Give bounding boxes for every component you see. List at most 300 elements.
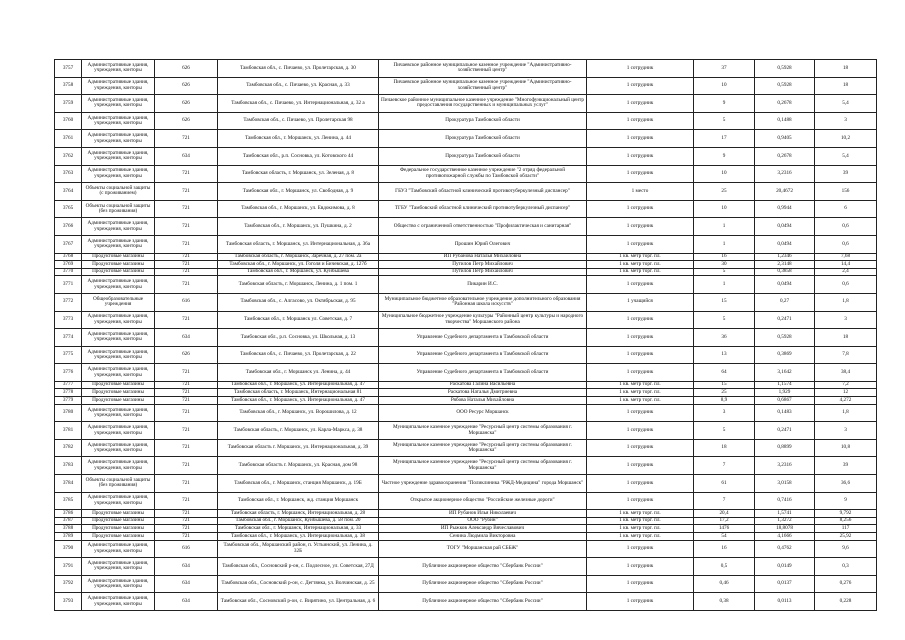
cell-row-number: 3758 xyxy=(55,77,82,95)
cell-class-code: 721 xyxy=(155,439,218,457)
cell-norm-value: 0,5928 xyxy=(755,329,815,347)
cell-volume: 6 xyxy=(815,200,877,218)
cell-norm-value: 3,2316 xyxy=(755,457,815,475)
cell-row-number: 3781 xyxy=(55,422,82,440)
table-row xyxy=(55,404,877,422)
cell-quantity: 1476 xyxy=(694,525,755,533)
cell-norm-value: 0,4762 xyxy=(755,540,815,558)
cell-unit: 1 сотрудник xyxy=(587,147,694,165)
cell-organization: Управление Судебного департамента в Тамбовской области xyxy=(379,364,587,382)
table-row xyxy=(55,293,877,311)
cell-norm-value: 3,2316 xyxy=(755,165,815,183)
cell-row-number: 3767 xyxy=(55,235,82,253)
cell-address: Тамбовская обл., Сосновский р-он, с. Подлесное, ул. Советская, 27Д xyxy=(218,558,379,576)
cell-norm-value: 0,3858 xyxy=(755,268,815,276)
cell-class-code: 721 xyxy=(155,517,218,525)
cell-organization: Публичное акционерное общество "Сбербанк России" xyxy=(379,558,587,576)
cell-unit: 1 место xyxy=(587,183,694,201)
cell-organization: Пичаевское районное муниципальное казенное учреждение "Административно-хозяйственный центр" xyxy=(379,60,587,78)
cell-address: Тамбовская обл., г. Моршанск, ул. Ленина, д. 44 xyxy=(218,130,379,148)
cell-norm-value: 0,0494 xyxy=(755,276,815,294)
cell-quantity: 1 xyxy=(694,235,755,253)
cell-unit: 1 сотрудник xyxy=(587,457,694,475)
cell-unit: 1 сотрудник xyxy=(587,311,694,329)
cell-volume: 39 xyxy=(815,165,877,183)
cell-norm-value: 0,1483 xyxy=(755,404,815,422)
cell-organization: Муниципальное казенное учреждение "Ресурсный центр системы образования г. Моршанска" xyxy=(379,439,587,457)
cell-address: Тамбовская обл., с. Пичаево, ул. Пролетарская 98 xyxy=(218,112,379,130)
cell-quantity: 61 xyxy=(694,475,755,493)
cell-object-type: Административные здания, учреждения, конторы xyxy=(82,404,155,422)
cell-class-code: 721 xyxy=(155,475,218,493)
table-row xyxy=(55,276,877,294)
cell-address: Тамбовская обл., г. Моршанск, Интернациональная, д. 33 xyxy=(218,525,379,533)
cell-object-type: Административные здания, учреждения, конторы xyxy=(82,492,155,510)
cell-norm-value: 1,1574 xyxy=(755,381,815,389)
cell-volume: 3 xyxy=(815,311,877,329)
cell-class-code: 721 xyxy=(155,218,218,236)
cell-address: Тамбовская область, г. Моршанск, ул. Интернациональная, д. 36а xyxy=(218,235,379,253)
cell-address: Тамбовская обл., р.п. Сосновка, ул. Котовского 44 xyxy=(218,147,379,165)
cell-unit: 1 сотрудник xyxy=(587,130,694,148)
cell-unit: 1 сотрудник xyxy=(587,60,694,78)
cell-quantity: 25 xyxy=(694,183,755,201)
cell-unit: 1 сотрудник xyxy=(587,593,694,611)
cell-address: Тамбовская обл., г. Моршанск, ул. Свободная, д. 9 xyxy=(218,183,379,201)
cell-object-type: Объекты социальной защиты (с проживанием) xyxy=(82,183,155,201)
cell-address: Тамбовская обл., г. Моршанск, ул. Гоголя и Бичевская, д. 127б xyxy=(218,261,379,269)
cell-class-code: 721 xyxy=(155,268,218,276)
table-row xyxy=(55,77,877,95)
cell-address: Тамбовская область, г. Моршанск, ул. Зеленая, д. 8 xyxy=(218,165,379,183)
table-row xyxy=(55,346,877,364)
cell-object-type: Административные здания, учреждения, конторы xyxy=(82,346,155,364)
table-row xyxy=(55,183,877,201)
cell-norm-value: 3,1642 xyxy=(755,364,815,382)
cell-organization: ТГБУ "Тамбовский областной клинический противотуберкулезный диспансер" xyxy=(379,200,587,218)
cell-address: Тамбовская обл., Сосновский р-он, с. Дегтянка, ул. Волчинская, д. 25 xyxy=(218,575,379,593)
cell-volume: 3 xyxy=(815,422,877,440)
cell-class-code: 634 xyxy=(155,329,218,347)
cell-volume: 25,92 xyxy=(815,533,877,541)
cell-quantity: 18 xyxy=(694,439,755,457)
cell-unit: 1 сотрудник xyxy=(587,112,694,130)
cell-object-type: Административные здания, учреждения, конторы xyxy=(82,311,155,329)
cell-object-type: Продуктовые магазины xyxy=(82,510,155,518)
cell-volume: 2,4 xyxy=(815,268,877,276)
cell-class-code: 721 xyxy=(155,200,218,218)
table-row xyxy=(55,525,877,533)
cell-object-type: Административные здания, учреждения, конторы xyxy=(82,130,155,148)
cell-class-code: 634 xyxy=(155,558,218,576)
cell-quantity: 8,9 xyxy=(694,397,755,405)
table-row xyxy=(55,311,877,329)
cell-class-code: 721 xyxy=(155,510,218,518)
cell-class-code: 626 xyxy=(155,95,218,113)
cell-quantity: 5 xyxy=(694,112,755,130)
cell-unit: 1 кв. метр торг. пл. xyxy=(587,381,694,389)
cell-unit: 1 сотрудник xyxy=(587,218,694,236)
table-row xyxy=(55,575,877,593)
cell-organization: Прокуратура Тамбовской области xyxy=(379,147,587,165)
cell-volume: 14,4 xyxy=(815,261,877,269)
cell-object-type: Административные здания, учреждения, конторы xyxy=(82,112,155,130)
cell-row-number: 3763 xyxy=(55,165,82,183)
cell-norm-value: 1,5741 xyxy=(755,510,815,518)
cell-address: Тамбовская область, г. Моршанск, Интернациональная 81 xyxy=(218,389,379,397)
cell-row-number: 3782 xyxy=(55,439,82,457)
cell-organization: Рябова Наталья Михайловна xyxy=(379,397,587,405)
cell-row-number: 3770 xyxy=(55,268,82,276)
cell-object-type: Административные здания, учреждения, конторы xyxy=(82,235,155,253)
cell-address: Тамбовская обл., р.п. Сосновка, ул. Школьная, д. 13 xyxy=(218,329,379,347)
cell-norm-value: 0,9405 xyxy=(755,130,815,148)
cell-address: Тамбовская область, г. Моршанск, ул. Карла-Маркса, д. 38 xyxy=(218,422,379,440)
cell-quantity: 20,4 xyxy=(694,510,755,518)
cell-norm-value: 0,27 xyxy=(755,293,815,311)
cell-quantity: 13 xyxy=(694,346,755,364)
cell-object-type: Административные здания, учреждения, конторы xyxy=(82,593,155,611)
cell-unit: 1 сотрудник xyxy=(587,95,694,113)
cell-volume: 7,2 xyxy=(815,381,877,389)
cell-organization: Управление Судебного департамента в Тамбовской области xyxy=(379,346,587,364)
cell-row-number: 3775 xyxy=(55,346,82,364)
cell-address: Тамбовская обл., г. Моршанск, жд. станция Моршанск xyxy=(218,492,379,510)
cell-norm-value: 20,4672 xyxy=(755,183,815,201)
cell-address: Тамбовская область, г. Моршанск, Интернациональная, д. 28 xyxy=(218,510,379,518)
cell-quantity: 1 xyxy=(694,218,755,236)
cell-quantity: 16 xyxy=(694,540,755,558)
cell-unit: 1 сотрудник xyxy=(587,364,694,382)
cell-row-number: 3793 xyxy=(55,593,82,611)
cell-class-code: 721 xyxy=(155,422,218,440)
cell-class-code: 721 xyxy=(155,381,218,389)
cell-quantity: 1 xyxy=(694,276,755,294)
cell-object-type: Административные здания, учреждения, конторы xyxy=(82,439,155,457)
cell-quantity: 16 xyxy=(694,253,755,261)
cell-volume: 10,8 xyxy=(815,439,877,457)
cell-row-number: 3779 xyxy=(55,397,82,405)
cell-unit: 1 сотрудник xyxy=(587,439,694,457)
cell-class-code: 616 xyxy=(155,293,218,311)
table-row xyxy=(55,253,877,261)
cell-row-number: 3768 xyxy=(55,253,82,261)
cell-norm-value: 0,0149 xyxy=(755,558,815,576)
cell-class-code: 616 xyxy=(155,540,218,558)
cell-organization: ТОГУ "Моршанская рай СББЖ" xyxy=(379,540,587,558)
cell-quantity: 7 xyxy=(694,492,755,510)
cell-address: Тамбовская обл., г. Моршанск, Куйбышева, д. 58 пом. 20 xyxy=(218,517,379,525)
cell-class-code: 721 xyxy=(155,525,218,533)
cell-row-number: 3769 xyxy=(55,261,82,269)
cell-class-code: 721 xyxy=(155,311,218,329)
cell-volume: 9 xyxy=(815,492,877,510)
table-row xyxy=(55,475,877,493)
cell-unit: 1 сотрудник xyxy=(587,575,694,593)
cell-volume: 0,6 xyxy=(815,218,877,236)
cell-norm-value: 0,0494 xyxy=(755,218,815,236)
cell-unit: 1 сотрудник xyxy=(587,404,694,422)
cell-norm-value: 1,929 xyxy=(755,389,815,397)
table-row xyxy=(55,593,877,611)
cell-volume: 36,6 xyxy=(815,475,877,493)
cell-organization: Прокуратура Тамбовской области xyxy=(379,112,587,130)
cell-organization: Пичаевское районное муниципальное казенное учреждение "Многофункциональный центр предоставления государственных и муниципальных услуг" xyxy=(379,95,587,113)
cell-object-type: Продуктовые магазины xyxy=(82,517,155,525)
cell-address: Тамбовская область, г. Моршанск, Заречная, д. 27 пом. 2а xyxy=(218,253,379,261)
cell-quantity: 64 xyxy=(694,364,755,382)
cell-address: Тамбовская обл., г. Моршанск, ул. Евдокимова, д. 8 xyxy=(218,200,379,218)
cell-class-code: 626 xyxy=(155,112,218,130)
cell-object-type: Административные здания, учреждения, конторы xyxy=(82,60,155,78)
cell-unit: 1 кв. метр торг. пл. xyxy=(587,510,694,518)
cell-unit: 1 сотрудник xyxy=(587,77,694,95)
cell-unit: 1 кв. метр торг. пл. xyxy=(587,533,694,541)
table-row xyxy=(55,381,877,389)
cell-row-number: 3762 xyxy=(55,147,82,165)
cell-volume: 117 xyxy=(815,525,877,533)
table-row xyxy=(55,235,877,253)
table-row xyxy=(55,95,877,113)
table-row xyxy=(55,147,877,165)
cell-object-type: Административные здания, учреждения, конторы xyxy=(82,457,155,475)
cell-address: Тамбовская обл., г. Моршанск ул. Ленина, д. 44 xyxy=(218,364,379,382)
cell-volume: 9,792 xyxy=(815,510,877,518)
table-row xyxy=(55,268,877,276)
cell-quantity: 37 xyxy=(694,60,755,78)
cell-row-number: 3783 xyxy=(55,457,82,475)
cell-row-number: 3771 xyxy=(55,276,82,294)
cell-norm-value: 0,1488 xyxy=(755,112,815,130)
cell-object-type: Продуктовые магазины xyxy=(82,253,155,261)
cell-norm-value: 2,3148 xyxy=(755,261,815,269)
table-row xyxy=(55,397,877,405)
cell-object-type: Продуктовые магазины xyxy=(82,268,155,276)
cell-class-code: 721 xyxy=(155,533,218,541)
table-row xyxy=(55,457,877,475)
cell-volume: 5,4 xyxy=(815,147,877,165)
cell-norm-value: 0,0494 xyxy=(755,235,815,253)
cell-class-code: 721 xyxy=(155,276,218,294)
cell-unit: 1 сотрудник xyxy=(587,235,694,253)
cell-quantity: 5 xyxy=(694,422,755,440)
cell-unit: 1 сотрудник xyxy=(587,200,694,218)
cell-object-type: Административные здания, учреждения, конторы xyxy=(82,329,155,347)
cell-volume: 1,8 xyxy=(815,293,877,311)
cell-norm-value: 0,6867 xyxy=(755,397,815,405)
cell-row-number: 3759 xyxy=(55,95,82,113)
cell-object-type: Административные здания, учреждения, конторы xyxy=(82,364,155,382)
cell-quantity: 7 xyxy=(694,457,755,475)
cell-address: Тамбовская обл., г. Моршанск ул. Советская, д. 7 xyxy=(218,311,379,329)
cell-row-number: 3777 xyxy=(55,381,82,389)
cell-norm-value: 0,2471 xyxy=(755,311,815,329)
cell-organization: Пичаевское районное муниципальное казенное учреждение "Административно-хозяйственный центр" xyxy=(379,77,587,95)
cell-volume: 12 xyxy=(815,389,877,397)
cell-volume: 7,8 xyxy=(815,346,877,364)
cell-row-number: 3773 xyxy=(55,311,82,329)
cell-quantity: 36 xyxy=(694,329,755,347)
cell-norm-value: 0,8899 xyxy=(755,439,815,457)
cell-row-number: 3776 xyxy=(55,364,82,382)
table-row xyxy=(55,558,877,576)
cell-address: Тамбовская обл., г. Моршанск, станция Моршанск, д. 19Б xyxy=(218,475,379,493)
cell-row-number: 3766 xyxy=(55,218,82,236)
cell-row-number: 3778 xyxy=(55,389,82,397)
cell-quantity: 54 xyxy=(694,533,755,541)
cell-organization: Раскатова Наталья Дмитриевна xyxy=(379,389,587,397)
cell-norm-value: 0,0137 xyxy=(755,575,815,593)
cell-address: Тамбовская обл., г. Моршанск, ул. Интернациональная, д. 38 xyxy=(218,533,379,541)
cell-norm-value: 0,3869 xyxy=(755,346,815,364)
cell-class-code: 721 xyxy=(155,492,218,510)
cell-unit: 1 сотрудник xyxy=(587,276,694,294)
cell-organization: Муниципальное бюджетное образовательное учреждение дополнительного образования "Районная школа искусств" xyxy=(379,293,587,311)
cell-object-type: Административные здания, учреждения, конторы xyxy=(82,218,155,236)
cell-volume: 10,2 xyxy=(815,130,877,148)
cell-quantity: 5 xyxy=(694,311,755,329)
table-row xyxy=(55,261,877,269)
cell-class-code: 626 xyxy=(155,60,218,78)
cell-organization: ИП Рыжков Александр Вячеславович xyxy=(379,525,587,533)
cell-object-type: Административные здания, учреждения, конторы xyxy=(82,77,155,95)
table-row xyxy=(55,492,877,510)
cell-unit: 1 сотрудник xyxy=(587,540,694,558)
cell-norm-value: 0,7416 xyxy=(755,492,815,510)
cell-unit: 1 кв. метр торг. пл. xyxy=(587,389,694,397)
cell-norm-value: 1,2346 xyxy=(755,253,815,261)
table-row xyxy=(55,165,877,183)
table-row xyxy=(55,364,877,382)
cell-quantity: 3 xyxy=(694,404,755,422)
cell-unit: 1 сотрудник xyxy=(587,165,694,183)
table-row xyxy=(55,389,877,397)
cell-class-code: 626 xyxy=(155,346,218,364)
cell-object-type: Административные здания, учреждения, конторы xyxy=(82,575,155,593)
cell-address: Тамбовская обл., с. Пичаево, ул. Пролетарская, д. 30 xyxy=(218,60,379,78)
cell-norm-value: 0,0113 xyxy=(755,593,815,611)
cell-norm-value: 0,2678 xyxy=(755,147,815,165)
cell-quantity: 15 xyxy=(694,293,755,311)
cell-address: Тамбовская обл., с. Пичаево, ул. Интернациональная, д. 32 а xyxy=(218,95,379,113)
cell-volume: 4,272 xyxy=(815,397,877,405)
cell-unit: 1 сотрудник xyxy=(587,558,694,576)
cell-class-code: 721 xyxy=(155,165,218,183)
cell-norm-value: 4,1666 xyxy=(755,533,815,541)
cell-volume: 39 xyxy=(815,457,877,475)
cell-organization: Пикарин И.С. xyxy=(379,276,587,294)
cell-quantity: 17,2 xyxy=(694,517,755,525)
cell-quantity: 0,38 xyxy=(694,593,755,611)
cell-organization: Сенина Людмила Викторовна xyxy=(379,533,587,541)
table-row xyxy=(55,329,877,347)
cell-class-code: 634 xyxy=(155,147,218,165)
cell-row-number: 3787 xyxy=(55,517,82,525)
cell-row-number: 3788 xyxy=(55,525,82,533)
cell-object-type: Административные здания, учреждения, конторы xyxy=(82,95,155,113)
cell-quantity: 10 xyxy=(694,200,755,218)
cell-unit: 1 кв. метр торг. пл. xyxy=(587,397,694,405)
cell-class-code: 626 xyxy=(155,77,218,95)
cell-object-type: Общеобразовательные учреждения xyxy=(82,293,155,311)
cell-unit: 1 кв. метр торг. пл. xyxy=(587,261,694,269)
cell-object-type: Административные здания, учреждения, конторы xyxy=(82,276,155,294)
cell-row-number: 3785 xyxy=(55,492,82,510)
cell-norm-value: 18,8078 xyxy=(755,525,815,533)
cell-unit: 1 сотрудник xyxy=(587,329,694,347)
cell-object-type: Продуктовые магазины xyxy=(82,397,155,405)
cell-organization: Публичное акционерное общество "Сбербанк России" xyxy=(379,593,587,611)
cell-unit: 1 сотрудник xyxy=(587,492,694,510)
cell-class-code: 721 xyxy=(155,457,218,475)
cell-object-type: Продуктовые магазины xyxy=(82,525,155,533)
cell-address: Тамбовская обл., г. Моршанск, ул. Ворошилова, д. 12 xyxy=(218,404,379,422)
cell-norm-value: 0,5928 xyxy=(755,77,815,95)
cell-class-code: 721 xyxy=(155,235,218,253)
cell-organization: Федеральное государственное казенное учреждение "2 отряд федеральной противопожарной службы по Тамбовской области" xyxy=(379,165,587,183)
cell-object-type: Продуктовые магазины xyxy=(82,389,155,397)
cell-class-code: 721 xyxy=(155,364,218,382)
cell-norm-value: 0,9944 xyxy=(755,200,815,218)
cell-quantity: 9 xyxy=(694,95,755,113)
cell-organization: Муниципальное казенное учреждение "Ресурсный центр системы образования г. Моршанска" xyxy=(379,422,587,440)
cell-unit: 1 сотрудник xyxy=(587,346,694,364)
cell-row-number: 3784 xyxy=(55,475,82,493)
cell-address: Тамбовская область, г. Моршанск, Ленина, д. 1 пом. 1 xyxy=(218,276,379,294)
cell-quantity: 9 xyxy=(694,147,755,165)
registry-table xyxy=(54,59,877,611)
cell-class-code: 721 xyxy=(155,253,218,261)
cell-address: Тамбовская обл., г. Моршанск, ул. Куйбышева xyxy=(218,268,379,276)
cell-class-code: 721 xyxy=(155,404,218,422)
cell-row-number: 3789 xyxy=(55,533,82,541)
cell-volume: 0,6 xyxy=(815,235,877,253)
cell-object-type: Административные здания, учреждения, конторы xyxy=(82,558,155,576)
cell-object-type: Объекты социальной защиты (без проживания) xyxy=(82,200,155,218)
cell-norm-value: 0,5928 xyxy=(755,60,815,78)
cell-organization: Муниципальное казенное учреждение "Ресурсный центр системы образования г. Моршанска" xyxy=(379,457,587,475)
cell-class-code: 721 xyxy=(155,397,218,405)
cell-address: Тамбовская обл., Моршанский район, п. Устьинский, ул. Ленина, д. 32Б xyxy=(218,540,379,558)
cell-quantity: 10 xyxy=(694,77,755,95)
cell-address: Тамбовская обл., с. Пичаево, ул. Пролетарская, д. 22 xyxy=(218,346,379,364)
cell-object-type: Продуктовые магазины xyxy=(82,261,155,269)
cell-organization: Открытое акционерное общество "Российские железные дороги" xyxy=(379,492,587,510)
cell-organization: ООО Ресурс Моршанск xyxy=(379,404,587,422)
cell-organization: Общество с ограниченной ответственностью "Профилактическая и санитарная" xyxy=(379,218,587,236)
cell-object-type: Продуктовые магазины xyxy=(82,381,155,389)
cell-unit: 1 кв. метр торг. пл. xyxy=(587,253,694,261)
cell-address: Тамбовская обл., с. Алгасово, ул. Октябрьская, д. 95 xyxy=(218,293,379,311)
registry-table-body xyxy=(55,60,877,611)
table-row xyxy=(55,130,877,148)
cell-volume: 18 xyxy=(815,329,877,347)
cell-address: Тамбовская обл., г. Моршанск, ул. Пушкина, д. 2 xyxy=(218,218,379,236)
cell-norm-value: 1,3272 xyxy=(755,517,815,525)
cell-class-code: 721 xyxy=(155,130,218,148)
cell-organization: Путилов Петр Михайлович xyxy=(379,268,587,276)
cell-norm-value: 0,2678 xyxy=(755,95,815,113)
table-row xyxy=(55,112,877,130)
cell-row-number: 3772 xyxy=(55,293,82,311)
cell-unit: 1 кв. метр торг. пл. xyxy=(587,525,694,533)
cell-volume: 156 xyxy=(815,183,877,201)
cell-volume: 18 xyxy=(815,77,877,95)
cell-class-code: 721 xyxy=(155,183,218,201)
cell-quantity: 5 xyxy=(694,268,755,276)
cell-row-number: 3774 xyxy=(55,329,82,347)
cell-address: Тамбовская обл., г. Моршанск, ул. Интернациональная, д. 47 xyxy=(218,381,379,389)
